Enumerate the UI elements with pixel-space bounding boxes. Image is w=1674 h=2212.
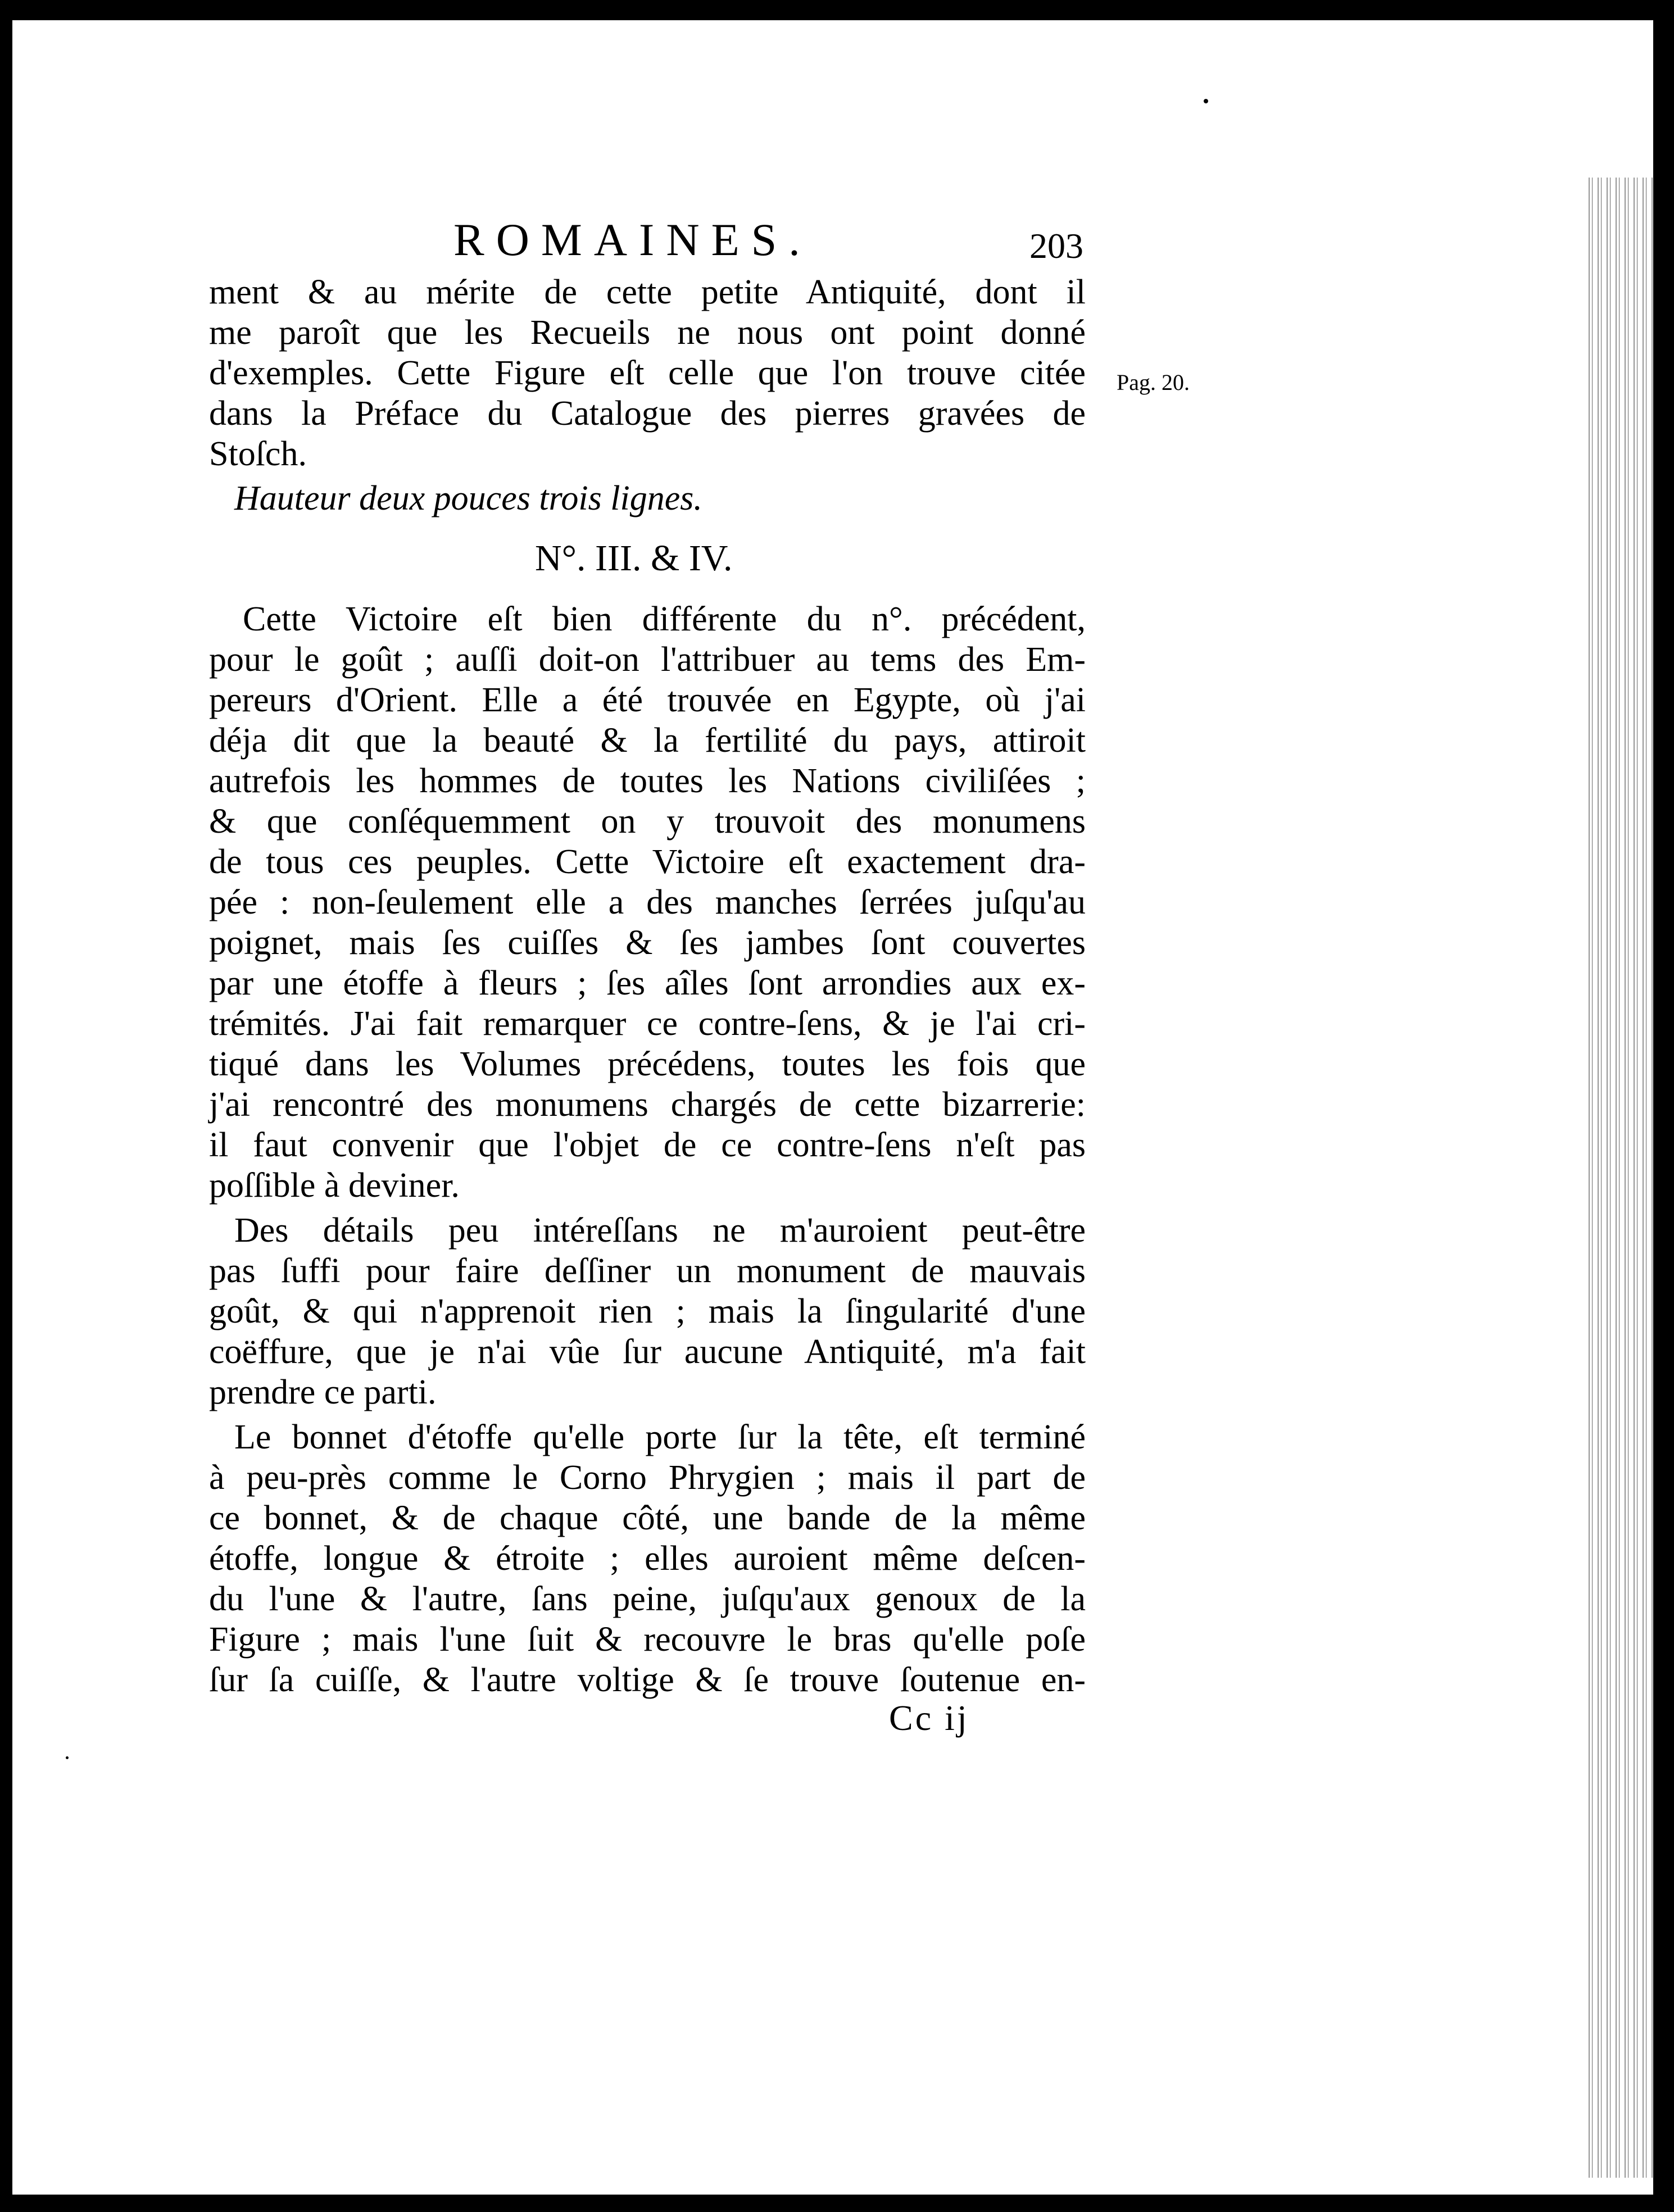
text-line: ce bonnet, & de chaque côté, une bande de la même (209, 1499, 1086, 1537)
text-line: d'exemples. Cette Figure eſt celle que l'on trouve citée (209, 354, 1086, 392)
section-heading: N°. III. & IV. (535, 538, 733, 579)
text-line: goût, & qui n'apprenoit rien ; mais la ſingularité d'une (209, 1292, 1086, 1330)
text-line: ment & au mérite de cette petite Antiquité, dont il (209, 273, 1086, 311)
text-line: déja dit que la beauté & la fertilité du pays, attiroit (209, 721, 1086, 760)
dimension-line: Hauteur deux pouces trois lignes. (234, 479, 702, 517)
text-line: du l'une & l'autre, ſans peine, juſqu'aux genoux de la (209, 1580, 1086, 1618)
scan-speck (1204, 99, 1208, 103)
text-line: pée : non-ſeulement elle a des manches ſerrées juſqu'au (209, 883, 1086, 921)
text-line: Cette Victoire eſt bien différente du n°. précédent, (243, 600, 1086, 638)
signature-mark: Cc ij (889, 1698, 969, 1738)
text-line: par une étoffe à fleurs ; ſes aîles ſont arrondies aux ex- (209, 964, 1086, 1002)
text-line: de tous ces peuples. Cette Victoire eſt exactement dra- (209, 843, 1086, 881)
scan-speck (66, 1756, 69, 1759)
text-line: Figure ; mais l'une ſuit & recouvre le bras qu'elle poſe (209, 1620, 1086, 1659)
running-title: ROMAINES. (453, 214, 812, 265)
text-line: & que conſéquemment on y trouvoit des monumens (209, 802, 1086, 841)
text-line: à peu-près comme le Corno Phrygien ; mais il part de (209, 1459, 1086, 1497)
text-line: poignet, mais ſes cuiſſes & ſes jambes ſont couvertes (209, 924, 1086, 962)
text-line: coëffure, que je n'ai vûe ſur aucune Antiquité, m'a fait (209, 1333, 1086, 1371)
text-line: ſur ſa cuiſſe, & l'autre voltige & ſe trouve ſoutenue en- (209, 1661, 1086, 1699)
book-page (12, 20, 1653, 2195)
page-edge-scan-artifact (1586, 178, 1653, 2178)
text-line: Stoſch. (209, 435, 307, 473)
page-number: 203 (1029, 226, 1083, 266)
text-line: j'ai rencontré des monumens chargés de cette bizarrerie: (209, 1085, 1086, 1124)
text-line: Le bonnet d'étoffe qu'elle porte ſur la tête, eſt terminé (234, 1418, 1086, 1456)
text-line: pereurs d'Orient. Elle a été trouvée en Egypte, où j'ai (209, 681, 1086, 719)
text-line: pour le goût ; auſſi doit-on l'attribuer au tems des Em- (209, 641, 1086, 679)
text-line: trémités. J'ai fait remarquer ce contre-ſens, & je l'ai cri- (209, 1005, 1086, 1043)
text-line: étoffe, longue & étroite ; elles auroient même deſcen- (209, 1539, 1086, 1578)
text-line: me paroît que les Recueils ne nous ont point donné (209, 314, 1086, 352)
text-line: Des détails peu intéreſſans ne m'auroient peut-être (234, 1211, 1086, 1250)
text-line: autrefois les hommes de toutes les Nations civiliſées ; (209, 762, 1086, 800)
text-line: il faut convenir que l'objet de ce contre-ſens n'eſt pas (209, 1126, 1086, 1164)
text-line: tiqué dans les Volumes précédens, toutes les fois que (209, 1045, 1086, 1083)
text-line: pas ſuffi pour faire deſſiner un monument de mauvais (209, 1252, 1086, 1290)
text-line: poſſible à deviner. (209, 1166, 460, 1205)
text-line: prendre ce parti. (209, 1373, 437, 1411)
text-line: dans la Préface du Catalogue des pierres gravées de (209, 394, 1086, 433)
margin-note: Pag. 20. (1117, 370, 1190, 395)
